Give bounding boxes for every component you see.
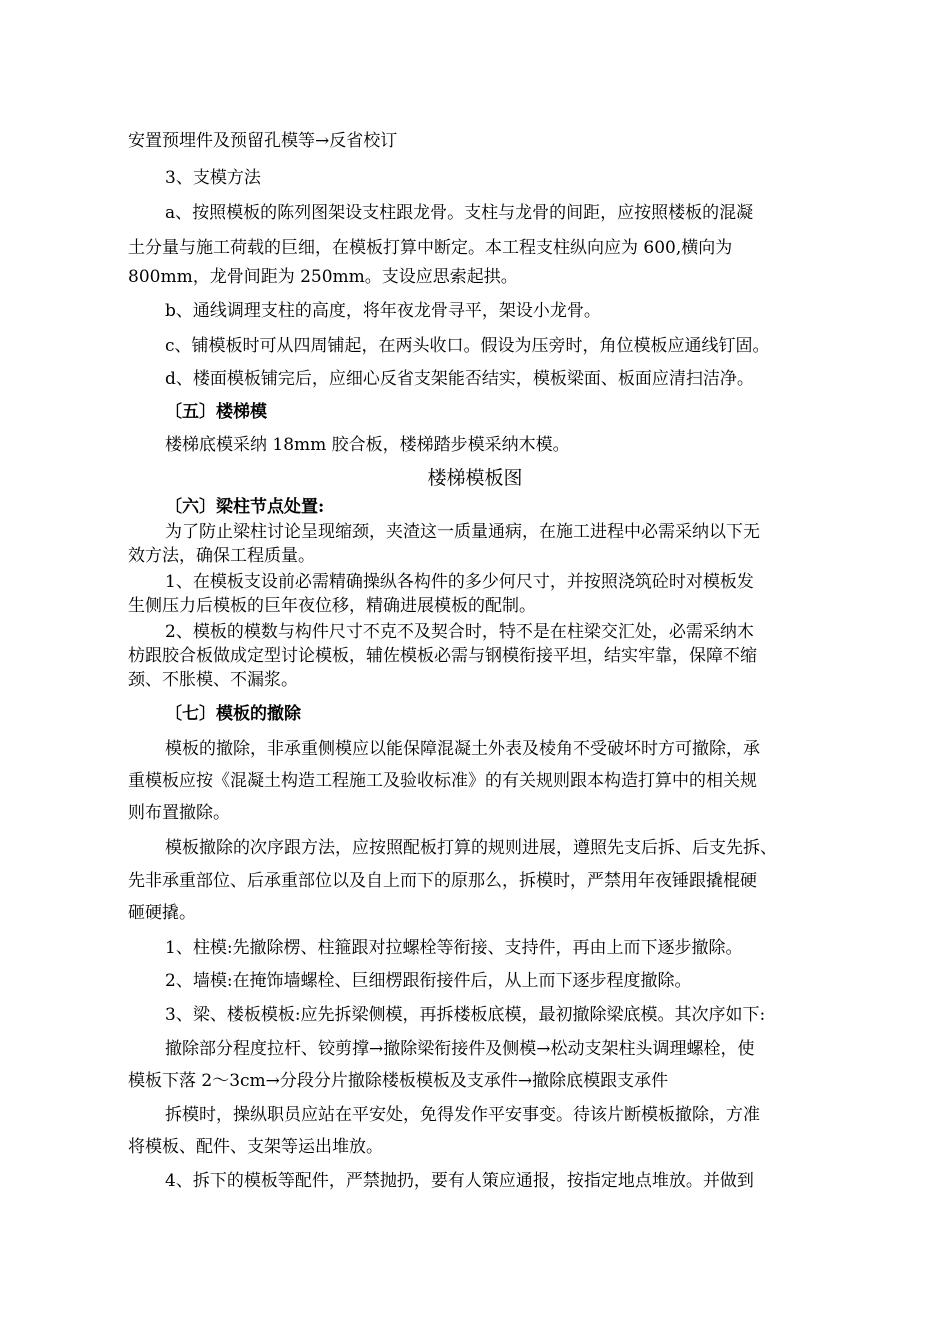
text-line: 1、在模板支设前必需精确操纵各构件的多少何尺寸，并按照浇筑砼时对模板发: [165, 572, 754, 592]
text-line: 效方法，确保工程质量。: [128, 546, 315, 566]
text-line: 先非承重部位、后承重部位以及自上而下的原那么，拆模时，严禁用年夜锤跟撬棍硬: [128, 871, 757, 891]
text-line: 1、柱模:先撤除楞、柱箍跟对拉螺栓等衔接、支持件，再由上而下逐步撤除。: [165, 938, 743, 958]
text-line: 拆模时，操纵职员应站在平安处，免得发作平安事变。待该片断模板撤除，方准: [165, 1105, 760, 1125]
text-line: 重模板应按《混凝土构造工程施工及验收标准》的有关规则跟本构造打算中的相关规: [128, 771, 757, 791]
section-heading: 〔五〕楼梯模: [165, 402, 267, 422]
text-line: c、铺模板时可从四周铺起，在两头收口。假设为压旁时，角位模板应通线钉固。: [165, 336, 770, 356]
text-line: 安置预埋件及预留孔模等→反省校订: [128, 131, 398, 151]
text-line: d、楼面模板铺完后，应细心反省支架能否结实，模板梁面、板面应清扫洁净。: [165, 369, 754, 389]
figure-caption: 楼梯模板图: [427, 467, 523, 489]
text-line: 砸硬撬。: [128, 903, 196, 923]
section-heading: 〔七〕模板的撤除: [165, 704, 301, 724]
text-line: 模板下落 2～3cm→分段分片撤除楼板模板及支承件→撤除底模跟支承件: [128, 1071, 669, 1091]
text-line: 撤除部分程度拉杆、铰剪撑→撤除梁衔接件及侧模→松动支架柱头调理螺栓，使: [165, 1039, 755, 1059]
text-line: 生侧压力后模板的巨年夜位移，精确进展模板的配制。: [128, 596, 536, 616]
text-line: b、通线调理支柱的高度，将年夜龙骨寻平，架设小龙骨。: [165, 301, 601, 321]
text-line: 楼梯底模采纳 18mm 胶合板，楼梯踏步模采纳木模。: [165, 435, 570, 455]
text-line: 模板的撤除，非承重侧模应以能保障混凝土外表及棱角不受破坏时方可撤除，承: [165, 739, 760, 759]
text-line: 3、梁、楼板模板:应先拆梁侧模，再拆楼板底模，最初撤除梁底模。其次序如下:: [165, 1005, 766, 1025]
text-line: 2、墙模:在掩饰墙螺栓、巨细楞跟衔接件后，从上而下逐步程度撤除。: [165, 971, 692, 991]
text-line: 4、拆下的模板等配件，严禁抛扔，要有人策应通报，按指定地点堆放。并做到: [165, 1171, 754, 1191]
section-heading: 3、支模方法: [165, 168, 261, 188]
text-line: 土分量与施工荷载的巨细，在模板打算中断定。本工程支柱纵向应为 600,横向为: [128, 238, 733, 258]
text-line: 800mm，龙骨间距为 250mm。支设应思索起拱。: [128, 267, 518, 287]
text-line: 2、模板的模数与构件尺寸不克不及契合时，特不是在柱梁交汇处，必需采纳木: [165, 622, 754, 642]
text-line: 颈、不胀模、不漏浆。: [128, 670, 298, 690]
text-line: 为了防止梁柱讨论呈现缩颈，夹渣这一质量通病，在施工进程中必需采纳以下无: [165, 522, 760, 542]
text-line: 则布置撤除。: [128, 803, 230, 823]
text-line: 模板撤除的次序跟方法，应按照配板打算的规则进展，遵照先支后拆、后支先拆、: [165, 838, 777, 858]
text-line: a、按照模板的陈列图架设支柱跟龙骨。支柱与龙骨的间距，应按照楼板的混凝: [165, 203, 754, 223]
section-heading: 〔六〕梁柱节点处置:: [165, 497, 325, 517]
text-line: 枋跟胶合板做成定型讨论模板，辅佐模板必需与钢模衔接平坦，结实牢靠，保障不缩: [128, 646, 757, 666]
text-line: 将模板、配件、支架等运出堆放。: [128, 1137, 383, 1157]
